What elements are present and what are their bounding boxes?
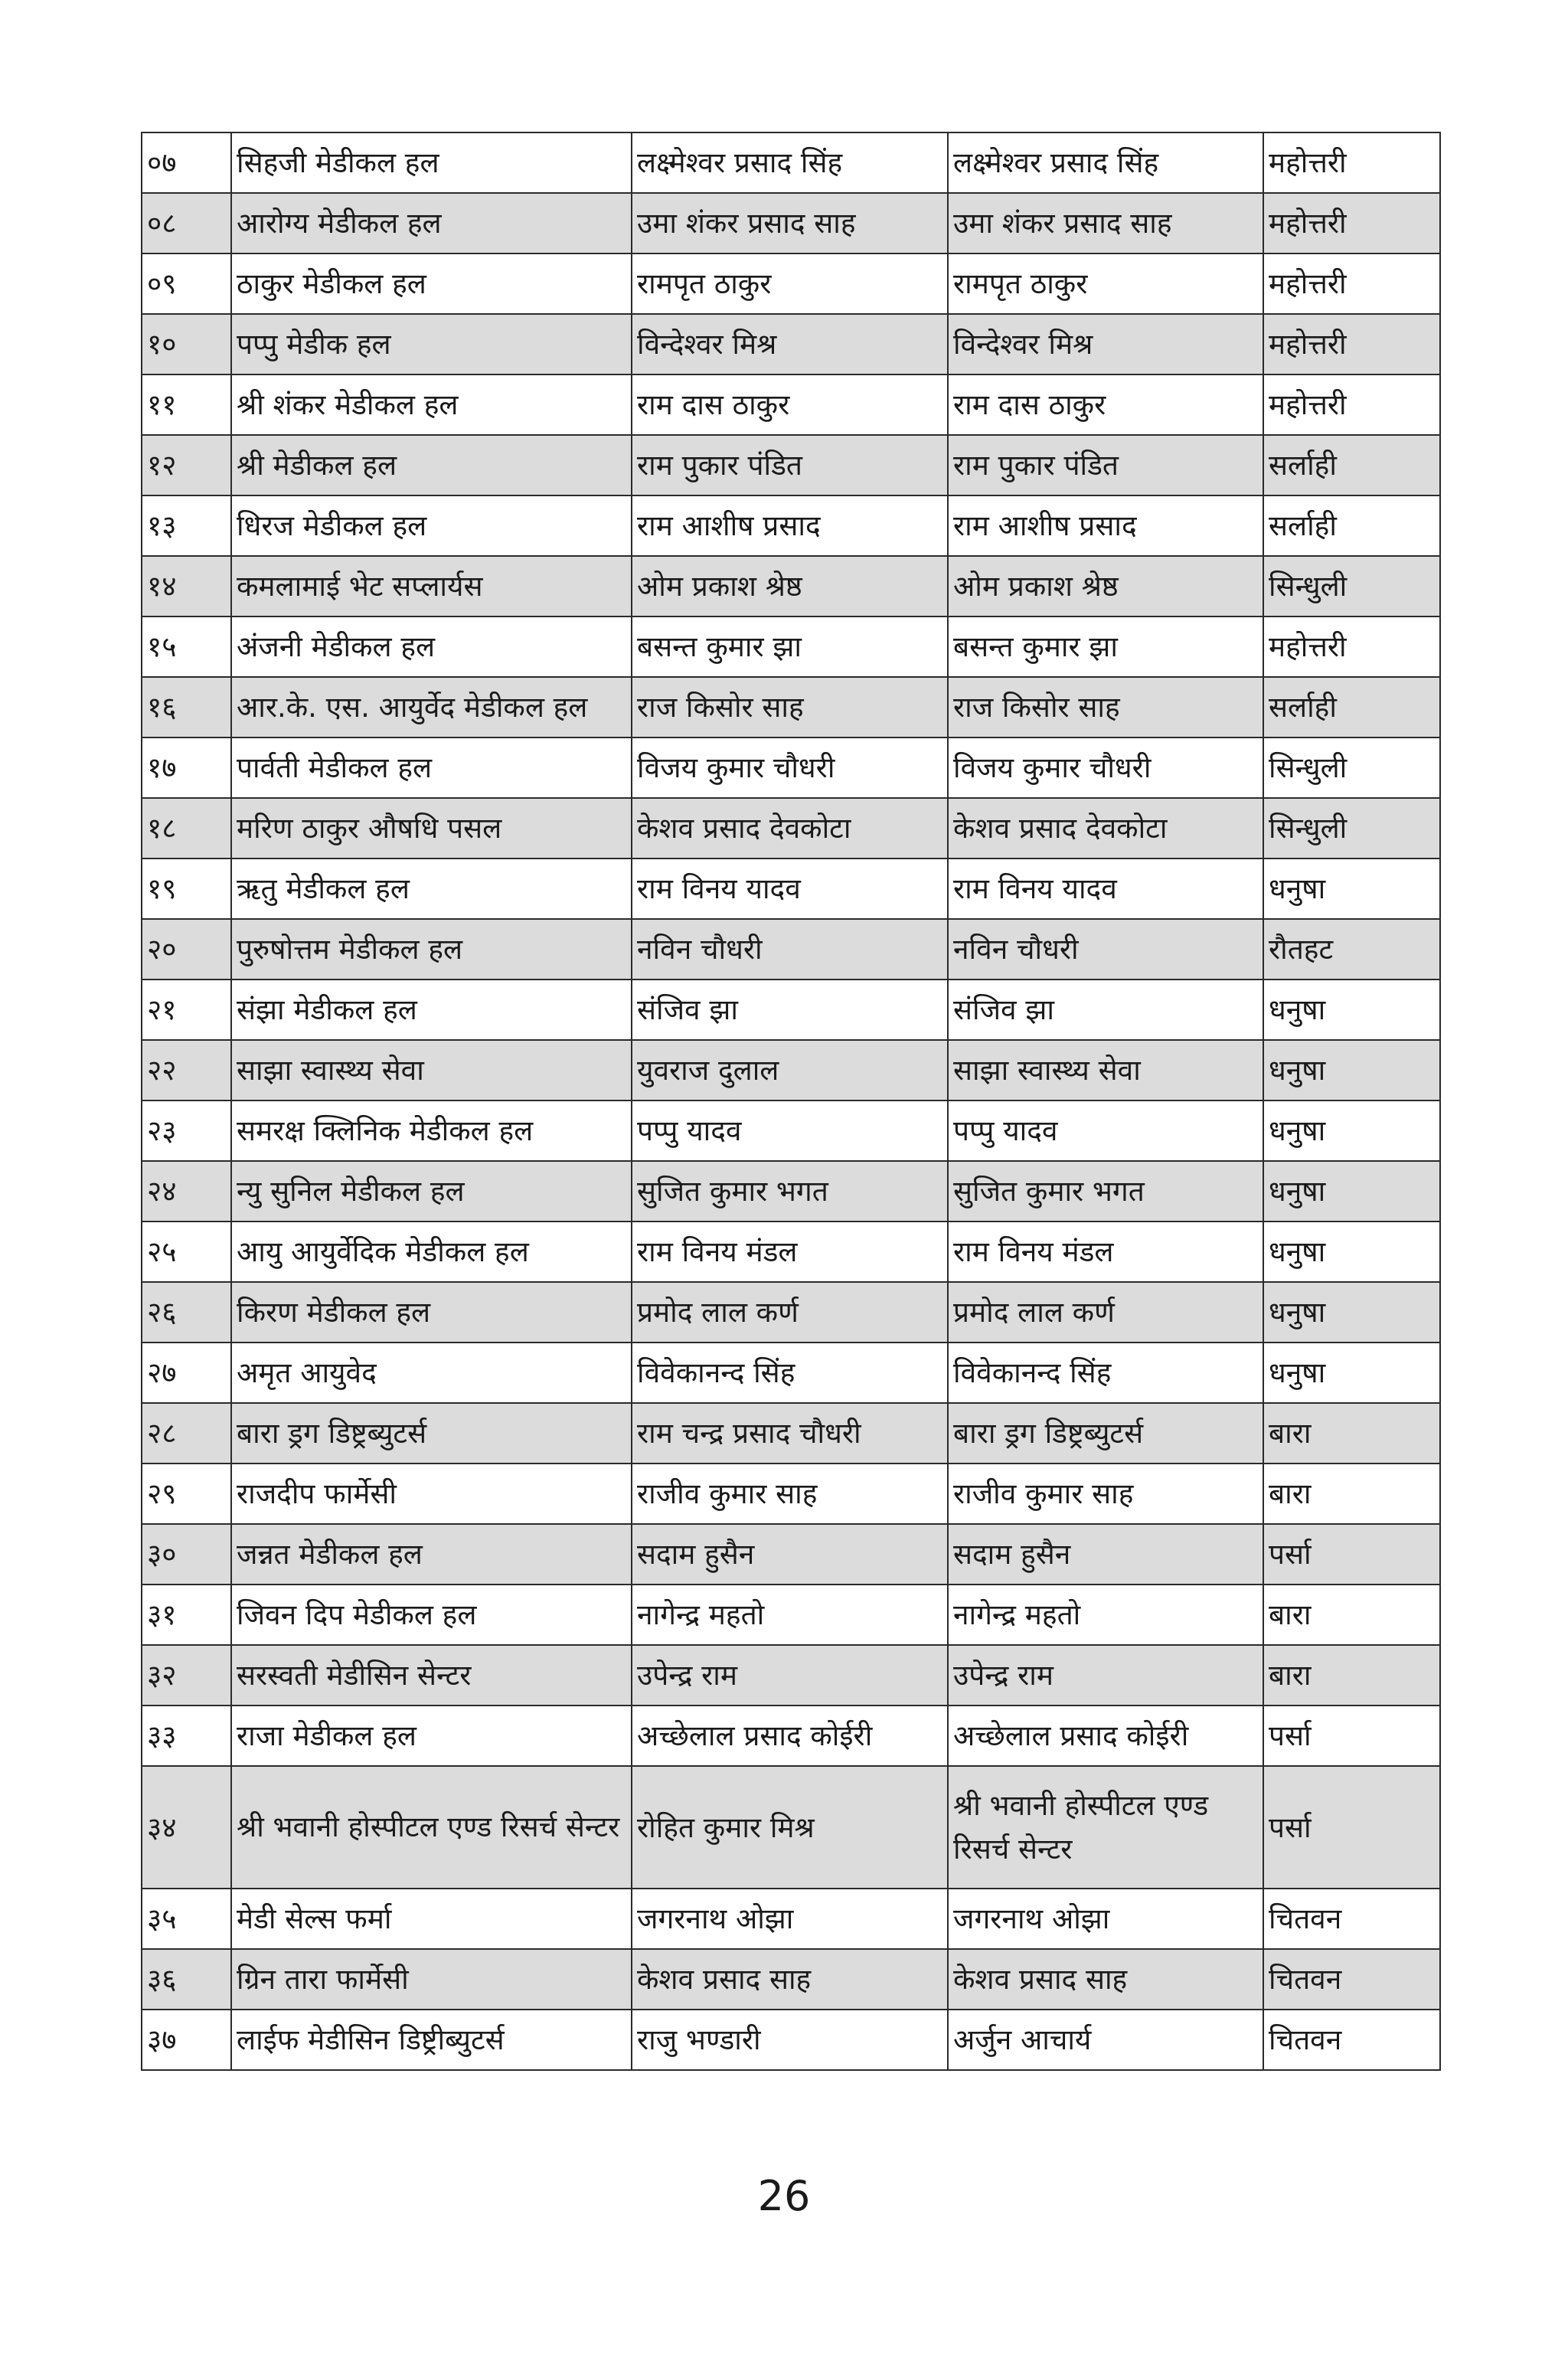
shop-name-cell: राजा मेडीकल हल xyxy=(231,1706,632,1766)
table-row xyxy=(142,1949,1440,2010)
operator-name-cell: विवेकानन्द सिंह xyxy=(948,1343,1263,1403)
district-cell: बारा xyxy=(1263,1585,1440,1645)
shop-name-cell: साझा स्वास्थ्य सेवा xyxy=(231,1040,632,1101)
operator-name-cell: जगरनाथ ओझा xyxy=(948,1889,1263,1949)
owner-name-cell: बसन्त कुमार झा xyxy=(632,616,948,677)
operator-name-cell: विन्देश्वर मिश्र xyxy=(948,314,1263,374)
table-row xyxy=(142,1282,1440,1343)
operator-name-cell: बारा ड्रग डिष्ट्रब्युटर्स xyxy=(948,1403,1263,1464)
operator-name-cell: राम दास ठाकुर xyxy=(948,374,1263,435)
shop-name-cell: संझा मेडीकल हल xyxy=(231,980,632,1040)
owner-name-cell: संजिव झा xyxy=(632,980,948,1040)
table-row xyxy=(142,1161,1440,1222)
district-cell: सिन्धुली xyxy=(1263,556,1440,616)
operator-name-cell: विजय कुमार चौधरी xyxy=(948,737,1263,798)
owner-name-cell: राजीव कुमार साह xyxy=(632,1464,948,1524)
serial-number-cell: ३६ xyxy=(142,1949,231,2010)
operator-name-cell: श्री भवानी होस्पीटल एण्ड रिसर्च सेन्टर xyxy=(948,1766,1263,1889)
serial-number-cell: ३५ xyxy=(142,1889,231,1949)
table-row xyxy=(142,798,1440,858)
serial-number-cell: २३ xyxy=(142,1101,231,1161)
serial-number-cell: २० xyxy=(142,919,231,980)
district-cell: धनुषा xyxy=(1263,1282,1440,1343)
table-row xyxy=(142,858,1440,919)
owner-name-cell: अच्छेलाल प्रसाद कोईरी xyxy=(632,1706,948,1766)
operator-name-cell: प्रमोद लाल कर्ण xyxy=(948,1282,1263,1343)
operator-name-cell: लक्ष्मेश्वर प्रसाद सिंह xyxy=(948,132,1263,193)
district-cell: धनुषा xyxy=(1263,1161,1440,1222)
table-row xyxy=(142,1403,1440,1464)
table-row xyxy=(142,435,1440,495)
shop-name-cell: आरोग्य मेडीकल हल xyxy=(231,193,632,253)
serial-number-cell: २६ xyxy=(142,1282,231,1343)
shop-name-cell: श्री शंकर मेडीकल हल xyxy=(231,374,632,435)
shop-name-cell: श्री मेडीकल हल xyxy=(231,435,632,495)
operator-name-cell: ओम प्रकाश श्रेष्ठ xyxy=(948,556,1263,616)
shop-name-cell: पुरुषोत्तम मेडीकल हल xyxy=(231,919,632,980)
shop-name-cell: लाईफ मेडीसिन डिष्ट्रीब्युटर्स xyxy=(231,2010,632,2070)
district-cell: सिन्धुली xyxy=(1263,737,1440,798)
owner-name-cell: राम पुकार पंडित xyxy=(632,435,948,495)
owner-name-cell: लक्ष्मेश्वर प्रसाद सिंह xyxy=(632,132,948,193)
district-cell: चितवन xyxy=(1263,1889,1440,1949)
table-row xyxy=(142,1222,1440,1282)
shop-name-cell: पप्पु मेडीक हल xyxy=(231,314,632,374)
shop-name-cell: समरक्ष क्लिनिक मेडीकल हल xyxy=(231,1101,632,1161)
owner-name-cell: राम चन्द्र प्रसाद चौधरी xyxy=(632,1403,948,1464)
shop-name-cell: राजदीप फार्मेसी xyxy=(231,1464,632,1524)
table-row xyxy=(142,1040,1440,1101)
table-row xyxy=(142,132,1440,193)
shop-name-cell: श्री भवानी होस्पीटल एण्ड रिसर्च सेन्टर xyxy=(231,1766,632,1889)
shop-name-cell: जन्नत मेडीकल हल xyxy=(231,1524,632,1585)
district-cell: महोत्तरी xyxy=(1263,374,1440,435)
district-cell: चितवन xyxy=(1263,1949,1440,2010)
serial-number-cell: १७ xyxy=(142,737,231,798)
operator-name-cell: राजीव कुमार साह xyxy=(948,1464,1263,1524)
owner-name-cell: विजय कुमार चौधरी xyxy=(632,737,948,798)
district-cell: पर्सा xyxy=(1263,1766,1440,1889)
serial-number-cell: ०९ xyxy=(142,253,231,314)
district-cell: महोत्तरी xyxy=(1263,616,1440,677)
district-cell: धनुषा xyxy=(1263,980,1440,1040)
shop-name-cell: मरिण ठाकुर औषधि पसल xyxy=(231,798,632,858)
operator-name-cell: राम विनय यादव xyxy=(948,858,1263,919)
owner-name-cell: नविन चौधरी xyxy=(632,919,948,980)
serial-number-cell: १० xyxy=(142,314,231,374)
owner-name-cell: सदाम हुसैन xyxy=(632,1524,948,1585)
table-row xyxy=(142,1464,1440,1524)
operator-name-cell: सदाम हुसैन xyxy=(948,1524,1263,1585)
district-cell: बारा xyxy=(1263,1403,1440,1464)
district-cell: रौतहट xyxy=(1263,919,1440,980)
shop-name-cell: पार्वती मेडीकल हल xyxy=(231,737,632,798)
shop-name-cell: ठाकुर मेडीकल हल xyxy=(231,253,632,314)
serial-number-cell: ३७ xyxy=(142,2010,231,2070)
shop-name-cell: अंजनी मेडीकल हल xyxy=(231,616,632,677)
district-cell: बारा xyxy=(1263,1464,1440,1524)
operator-name-cell: बसन्त कुमार झा xyxy=(948,616,1263,677)
operator-name-cell: राम पुकार पंडित xyxy=(948,435,1263,495)
owner-name-cell: राम दास ठाकुर xyxy=(632,374,948,435)
operator-name-cell: केशव प्रसाद देवकोटा xyxy=(948,798,1263,858)
operator-name-cell: संजिव झा xyxy=(948,980,1263,1040)
owner-name-cell: ओम प्रकाश श्रेष्ठ xyxy=(632,556,948,616)
table-row xyxy=(142,677,1440,737)
table-row xyxy=(142,2010,1440,2070)
owner-name-cell: उमा शंकर प्रसाद साह xyxy=(632,193,948,253)
district-cell: महोत्तरी xyxy=(1263,314,1440,374)
serial-number-cell: ३२ xyxy=(142,1645,231,1706)
owner-name-cell: केशव प्रसाद देवकोटा xyxy=(632,798,948,858)
district-cell: सर्लाही xyxy=(1263,495,1440,556)
operator-name-cell: उपेन्द्र राम xyxy=(948,1645,1263,1706)
shop-name-cell: मेडी सेल्स फर्मा xyxy=(231,1889,632,1949)
serial-number-cell: १५ xyxy=(142,616,231,677)
page-number: 26 xyxy=(757,2172,811,2220)
serial-number-cell: २५ xyxy=(142,1222,231,1282)
serial-number-cell: १६ xyxy=(142,677,231,737)
serial-number-cell: ३१ xyxy=(142,1585,231,1645)
serial-number-cell: ०७ xyxy=(142,132,231,193)
table-row xyxy=(142,1766,1440,1889)
serial-number-cell: १९ xyxy=(142,858,231,919)
table-row xyxy=(142,556,1440,616)
district-cell: महोत्तरी xyxy=(1263,132,1440,193)
serial-number-cell: २१ xyxy=(142,980,231,1040)
operator-name-cell: उमा शंकर प्रसाद साह xyxy=(948,193,1263,253)
serial-number-cell: २७ xyxy=(142,1343,231,1403)
shop-name-cell: ग्रिन तारा फार्मेसी xyxy=(231,1949,632,2010)
owner-name-cell: पप्पु यादव xyxy=(632,1101,948,1161)
district-cell: चितवन xyxy=(1263,2010,1440,2070)
shop-name-cell: धिरज मेडीकल हल xyxy=(231,495,632,556)
serial-number-cell: २२ xyxy=(142,1040,231,1101)
district-cell: बारा xyxy=(1263,1645,1440,1706)
shop-name-cell: आयु आयुर्वेदिक मेडीकल हल xyxy=(231,1222,632,1282)
operator-name-cell: राज किसोर साह xyxy=(948,677,1263,737)
district-cell: धनुषा xyxy=(1263,1040,1440,1101)
owner-name-cell: विवेकानन्द सिंह xyxy=(632,1343,948,1403)
shop-name-cell: बारा ड्रग डिष्ट्रब्युटर्स xyxy=(231,1403,632,1464)
operator-name-cell: अर्जुन आचार्य xyxy=(948,2010,1263,2070)
table-row xyxy=(142,495,1440,556)
owner-name-cell: रोहित कुमार मिश्र xyxy=(632,1766,948,1889)
serial-number-cell: १२ xyxy=(142,435,231,495)
owner-name-cell: राम विनय मंडल xyxy=(632,1222,948,1282)
shop-name-cell: आर.के. एस. आयुर्वेद मेडीकल हल xyxy=(231,677,632,737)
operator-name-cell: पप्पु यादव xyxy=(948,1101,1263,1161)
table-body xyxy=(142,132,1440,2070)
owner-name-cell: विन्देश्वर मिश्र xyxy=(632,314,948,374)
owner-name-cell: प्रमोद लाल कर्ण xyxy=(632,1282,948,1343)
operator-name-cell: केशव प्रसाद साह xyxy=(948,1949,1263,2010)
table-row xyxy=(142,314,1440,374)
serial-number-cell: ११ xyxy=(142,374,231,435)
table-row xyxy=(142,1343,1440,1403)
operator-name-cell: अच्छेलाल प्रसाद कोईरी xyxy=(948,1706,1263,1766)
table-row xyxy=(142,1645,1440,1706)
district-cell: सर्लाही xyxy=(1263,677,1440,737)
serial-number-cell: १८ xyxy=(142,798,231,858)
shop-name-cell: सरस्वती मेडीसिन सेन्टर xyxy=(231,1645,632,1706)
owner-name-cell: सुजित कुमार भगत xyxy=(632,1161,948,1222)
district-cell: धनुषा xyxy=(1263,1222,1440,1282)
shop-name-cell: किरण मेडीकल हल xyxy=(231,1282,632,1343)
district-cell: धनुषा xyxy=(1263,1101,1440,1161)
owner-name-cell: रामपृत ठाकुर xyxy=(632,253,948,314)
shop-name-cell: कमलामाई भेट सप्लार्यस xyxy=(231,556,632,616)
owner-name-cell: नागेन्द्र महतो xyxy=(632,1585,948,1645)
table-row xyxy=(142,1706,1440,1766)
district-cell: सिन्धुली xyxy=(1263,798,1440,858)
serial-number-cell: ३३ xyxy=(142,1706,231,1766)
table-row xyxy=(142,1585,1440,1645)
table-row xyxy=(142,616,1440,677)
serial-number-cell: ३४ xyxy=(142,1766,231,1889)
district-cell: पर्सा xyxy=(1263,1706,1440,1766)
owner-name-cell: राज किसोर साह xyxy=(632,677,948,737)
serial-number-cell: २८ xyxy=(142,1403,231,1464)
district-cell: पर्सा xyxy=(1263,1524,1440,1585)
owner-name-cell: जगरनाथ ओझा xyxy=(632,1889,948,1949)
table-row xyxy=(142,253,1440,314)
shop-name-cell: अमृत आयुवेद xyxy=(231,1343,632,1403)
owner-name-cell: केशव प्रसाद साह xyxy=(632,1949,948,2010)
operator-name-cell: साझा स्वास्थ्य सेवा xyxy=(948,1040,1263,1101)
owner-name-cell: युवराज दुलाल xyxy=(632,1040,948,1101)
table-row xyxy=(142,1524,1440,1585)
owner-name-cell: उपेन्द्र राम xyxy=(632,1645,948,1706)
operator-name-cell: सुजित कुमार भगत xyxy=(948,1161,1263,1222)
operator-name-cell: राम विनय मंडल xyxy=(948,1222,1263,1282)
table-row xyxy=(142,737,1440,798)
owner-name-cell: राम विनय यादव xyxy=(632,858,948,919)
pharmacy-list-table xyxy=(141,132,1441,2071)
table-row xyxy=(142,919,1440,980)
owner-name-cell: राम आशीष प्रसाद xyxy=(632,495,948,556)
table-row xyxy=(142,374,1440,435)
operator-name-cell: नविन चौधरी xyxy=(948,919,1263,980)
serial-number-cell: ०८ xyxy=(142,193,231,253)
serial-number-cell: २९ xyxy=(142,1464,231,1524)
operator-name-cell: रामपृत ठाकुर xyxy=(948,253,1263,314)
shop-name-cell: सिहजी मेडीकल हल xyxy=(231,132,632,193)
district-cell: महोत्तरी xyxy=(1263,193,1440,253)
owner-name-cell: राजु भण्डारी xyxy=(632,2010,948,2070)
serial-number-cell: २४ xyxy=(142,1161,231,1222)
operator-name-cell: नागेन्द्र महतो xyxy=(948,1585,1263,1645)
operator-name-cell: राम आशीष प्रसाद xyxy=(948,495,1263,556)
table-row xyxy=(142,1101,1440,1161)
district-cell: धनुषा xyxy=(1263,858,1440,919)
serial-number-cell: ३० xyxy=(142,1524,231,1585)
table-row xyxy=(142,980,1440,1040)
serial-number-cell: १४ xyxy=(142,556,231,616)
table-row xyxy=(142,1889,1440,1949)
table-row xyxy=(142,193,1440,253)
district-cell: सर्लाही xyxy=(1263,435,1440,495)
serial-number-cell: १३ xyxy=(142,495,231,556)
shop-name-cell: जिवन दिप मेडीकल हल xyxy=(231,1585,632,1645)
shop-name-cell: न्यु सुनिल मेडीकल हल xyxy=(231,1161,632,1222)
district-cell: धनुषा xyxy=(1263,1343,1440,1403)
shop-name-cell: ऋतु मेडीकल हल xyxy=(231,858,632,919)
district-cell: महोत्तरी xyxy=(1263,253,1440,314)
